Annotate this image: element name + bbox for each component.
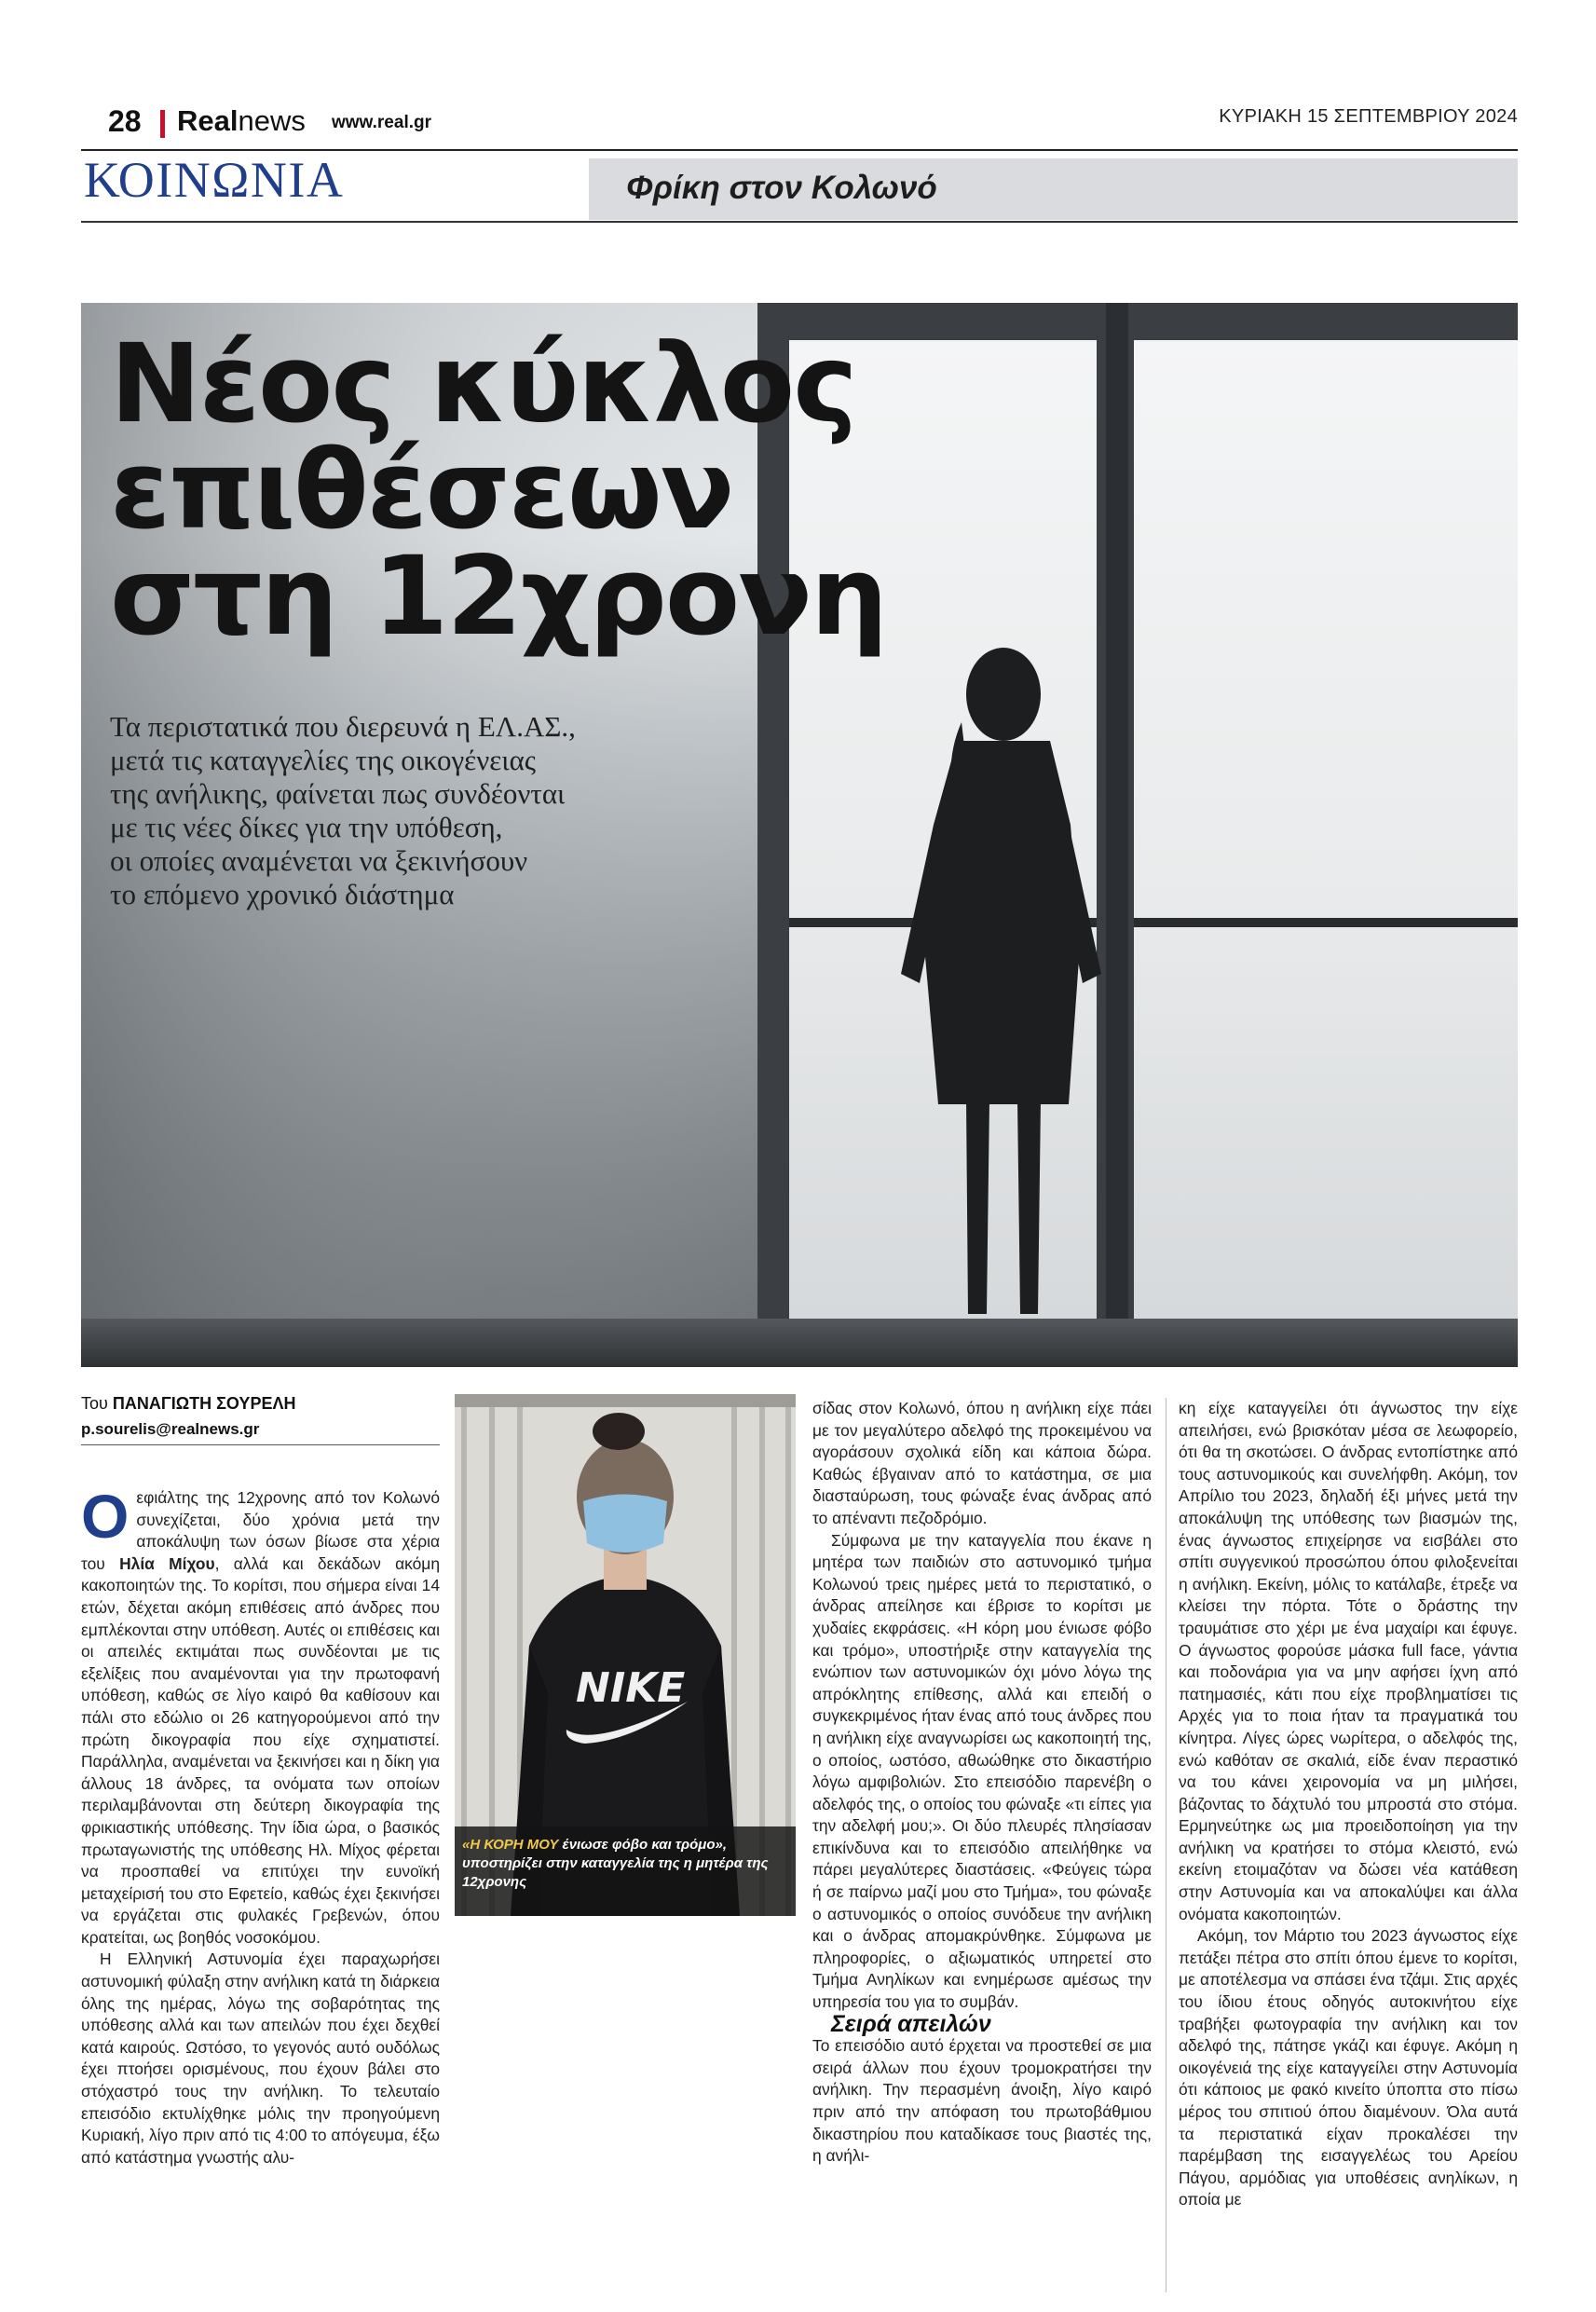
byline-prefix: Του (81, 1394, 108, 1413)
door-glass-right (1134, 340, 1518, 1319)
topic-rule (81, 221, 1518, 223)
issue-date: ΚΥΡΙΑΚΗ 15 ΣΕΠΤΕΜΒΡΙΟΥ 2024 (1219, 106, 1518, 127)
lede-line-1: Τα περιστατικά που διερευνά η ΕΛ.ΑΣ., (110, 710, 576, 743)
site-url: www.real.gr (332, 113, 431, 132)
byline (81, 1394, 295, 1414)
headline-line-2: επιθέσεων (110, 426, 733, 554)
headline-line-3: στη 12χρονη (110, 532, 887, 660)
brand-logo-rest: news (238, 104, 306, 137)
photo-caption (462, 1836, 788, 1892)
page-number-divider (160, 110, 165, 138)
article-paragraph: Η Ελληνική Αστυνομία έχει παραχωρήσει αστυνομική φύλαξη στην ανήλικη κατά τη διάρκεια όλης της ημέρας, λόγω της σοβαρότητας της υπόθεσης αλλά και των απειλών που έχει δεχθεί κατά καιρούς. Ωστόσο, το γεγονός αυτό ουδόλως έχει πτοήσει ορισμένους, που έχουν βάλει στο στόχαστρό τους την ανήλικη. Το τελευταίο επεισόδιο εκτυλίχθηκε μόλις την προηγούμενη Κυριακή, λίγο πριν από τις 4:00 το απόγευμα, έξω από κατάστημα γνωστής αλυ- (81, 1949, 440, 2167)
drop-cap: Ο (81, 1482, 130, 1551)
article-column-4 (1179, 1398, 1518, 2211)
article-paragraph: Το επεισόδιο αυτό έρχεται να προστεθεί σε μια σειρά άλλων που έχουν τρομοκρατήσει την ανήλικη. Την περασμένη άνοιξη, λίγο καιρό πριν από την απόφαση του πρωτοβάθμιου δικαστηρίου που καταδίκασε τους βιαστές της, η ανήλι- (812, 2036, 1152, 2166)
byline-author: ΠΑΝΑΓΙΩΤΗ ΣΟΥΡΕΛΗ (112, 1394, 296, 1413)
hair-bun (593, 1413, 645, 1450)
article-column-1 (81, 1482, 440, 2168)
article-paragraph: Σύμφωνα με την καταγγελία που έκανε η μητέρα των παιδιών στο αστυνομικό τμήμα Κολωνού τρεις ημέρες μετά το περιστατικό, ο άνδρας απείλησε και έβρισε το κορίτσι με χυδαίες εκφράσεις. «Η κόρη μου ένιωσε φόβο και τρόμο», υποστήριξε στην καταγγελία της ενώπιον των αστυνομικών όχι μόνο λόγω της απρόκλητης επίθεσης, αλλά και επειδή ο συγκεκριμένος ήταν ένας από τους άνδρες που η ανήλικη είχε αναγνωρίσει ως κακοποιητή της, ο οποίος, ωστόσο, αθωώθηκε στο δικαστήριο λόγω αμφιβολιών. Στο επεισόδιο παρενέβη ο αδελφός της, ο οποίος του φώναξε «τι είπες για την αδελφή μου;». Οι δύο πλευρές πλησίασαν επικίνδυνα και το επεισόδιο απειλήθηκε να πάρει μεγαλύτερες διαστάσεις. «Φεύγεις τώρα ή σε παίρνω μαζί μου στο Τμήμα», του φώναξε ο αστυνομικός ο οποίος συνόδευε την ανήλικη και ο άνδρας απομακρύνθηκε. Σύμφωνα με πληροφορίες, ο αξιωματικός υπηρετεί στο Τμήμα Ανηλίκων και ενημέρωσε αμέσως την υπηρεσία του για το συμβάν. (812, 1530, 1152, 2012)
caption-text: ένιωσε φόβο και τρόμο», υποστηρίζει στην καταγγελία της η μητέρα της 12χρονης (462, 1837, 769, 1890)
brand-logo-bold: Real (177, 104, 239, 137)
article-subheading: Σειρά απειλών (831, 2010, 991, 2037)
lede-line-4: με τις νέες δίκες για την υπόθεση, (110, 811, 503, 843)
face-mask (583, 1495, 667, 1553)
floor (81, 1319, 1518, 1367)
person-name: Ηλία Μίχου (119, 1553, 215, 1573)
lede-line-3: της ανήλικης, φαίνεται πως συνδέονται (110, 777, 566, 810)
lede (110, 710, 706, 911)
push-bar-right (1134, 918, 1518, 927)
paragraph-text: , αλλά και δεκάδων ακόμη κακοποιητών της. Το κορίτσι, που σήμερα είναι 14 ετών, δέχεται ακόμη επιθέσεις από άνδρες που εμπλέκονται στην υπόθεση. Αυτές οι επιθέσεις και οι απειλές εκτιμάται πως συνδέονται με τις εξελίξεις που αναμένονται για την πρωτοφανή υπόθεση, καθώς σε λίγο καιρό θα καθίσουν και πάλι στο εδώλιο οι 26 κατηγορούμενοι από την πρώτη δικογραφία που είχε σχηματιστεί. Παράλληλα, αναμένεται να ξεκινήσει και η δίκη για άλλους 18 άνδρες, τα ονόματα των οποίων περιλαμβάνονται στη δεύτερη δικογραφία της φρικιαστικής υπόθεσης. Την ίδια ώρα, ο βασικός πρωταγωνιστής της υπόθεσης Ηλ. Μίχος φέρεται να προσπαθεί να επιτύχει την ευνοϊκή μεταχείρισή του στο Εφετείο, καθώς έχει ξεκινήσει να εργάζεται στις φυλακές Γρεβενών, όπου κρατείται, ως βοηθός νοσοκόμου. (81, 1553, 440, 1947)
section-title: ΚΟΙΝΩΝΙΑ (84, 152, 345, 208)
lede-line-5: οι οποίες αναμένεται να ξεκινήσουν (110, 844, 528, 877)
headline-line-1: Νέος κύκλος (110, 320, 856, 447)
topic-title: Φρίκη στον Κολωνό (626, 170, 937, 206)
lede-line-6: το επόμενο χρονικό διάστημα (110, 878, 455, 910)
article-paragraph: σίδας στον Κολωνό, όπου η ανήλικη είχε πάει με τον μεγαλύτερο αδελφό της προκειμένου να αγοράσουν σχολικά είδη και κάποια δώρα. Καθώς έβγαιναν από το κατάστημα, σε μια διασταύρωση, τους φώναξε ένας άνδρας από το απέναντι πεζοδρόμιο. (812, 1399, 1152, 1527)
article-paragraph: Ακόμη, τον Μάρτιο του 2023 άγνωστος είχε πετάξει πέτρα στο σπίτι όπου έμενε το κορίτσι, με αποτέλεσμα να σπάσει ένα τζάμι. Στις αρχές του ίδιου έτους οδηγός αυτοκινήτου είχε τραβήξει φωτογραφία την ανήλικη και τον αδελφό της, πάτησε γκάζι και έφυγε. Ακόμη η οικογένειά της είχε καταγγείλει στην Αστυνομία ότι κάποιος με φακό κινείτο ύποπτα στο πίσω μέρος του σπιτιού όπου διαμένουν. Όλα αυτά τα περιστατικά είχαν προκαλέσει την παρέμβαση της εισαγγελέως του Αρείου Πάγου, αρμόδιας για υποθέσεις ανηλίκων, η οποία με (1179, 1926, 1518, 2209)
article-paragraph (81, 1482, 440, 1949)
door-center-post (1106, 303, 1128, 1367)
caption-lead: «Η ΚΟΡΗ ΜΟΥ (462, 1837, 559, 1853)
article-paragraph: κη είχε καταγγείλει ότι άγνωστος την είχε απειλήσει, ενώ βρισκόταν μέσα σε λεωφορείο, ότι θα τη σκοτώσει. Ο άνδρας εντοπίστηκε από τους αστυνομικούς και συνελήφθη. Ακόμη, τον Απρίλιο του 2023, δηλαδή έξι μήνες μετά την αποκάλυψη της υπόθεσης των βιασμών της, ένας άγνωστος επιχείρησε να εισβάλει στο σπίτι συγγενικού προσώπου όπου φιλοξενείται η ανήλικη. Εκείνη, μόλις το κατάλαβε, έτρεξε να κλείσει την πόρτα. Τότε ο δράστης την τραυμάτισε στο χέρι με ένα μαχαίρι και έφυγε. Ο άγνωστος φορούσε μάσκα full face, γάντια και ποδονάρια για να μην αφήσει ίχνη από πατημασιές, κάτι που είχε προβληματίσει τις Αρχές για το ποια ήταν τα πραγματικά του κίνητρα. Λίγες ώρες νωρίτερα, ο αδελφός της, ενώ καθόταν σε σκαλιά, είδε έναν περαστικό να του κάνει χειρονομία να μη μιλήσει, βάζοντας το δάχτυλό του μπροστά στο στόμα. Ερμηνεύτηκε ως μια προειδοποίηση για την ανήλικη να κρατήσει το στόμα κλειστό, ενώ εκείνη ετοιμαζόταν να δώσει νέα κατάθεση στην Αστυνομία και να αποκαλύψει και άλλα ονόματα κακοποιητών. (1179, 1399, 1518, 1923)
byline-rule (81, 1444, 440, 1445)
paragraph-text: εφιάλτης της 12χρονης από τον Κολωνό συνεχίζεται, δύο χρόνια μετά την αποκάλυψη των όσων βίωσε στα χέρια του (81, 1488, 440, 1573)
article-column-3 (812, 1398, 1152, 2168)
brand-logo (177, 104, 306, 138)
author-email[interactable]: p.sourelis@realnews.gr (81, 1420, 260, 1438)
page-number: 28 (108, 104, 142, 138)
headline (110, 320, 887, 660)
shirt-logo-text: NIKE (576, 1664, 686, 1712)
lede-line-2: μετά τις καταγγελίες της οικογένειας (110, 744, 537, 776)
